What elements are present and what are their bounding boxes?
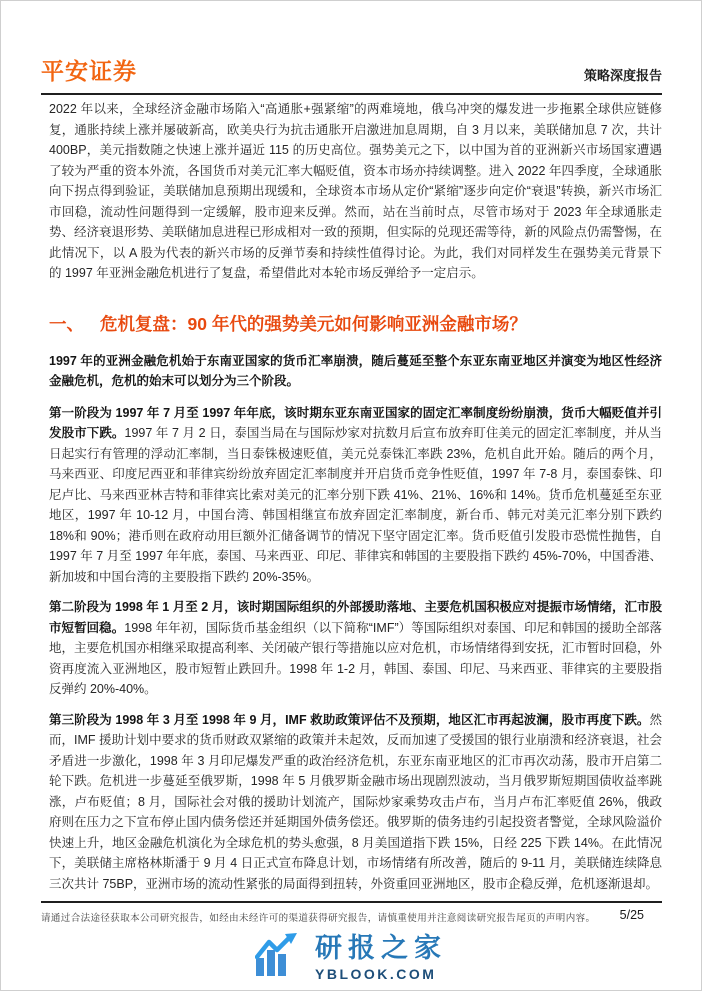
footer-disclaimer: 请通过合法途径获取本公司研究报告，如经由未经许可的渠道获得研究报告，请慎重使用并注意阅读研究报告尾页的声明内容。 [41, 913, 596, 924]
watermark-name: 研报之家 [315, 932, 447, 963]
stage3-body: 然而，IMF 援助计划中要求的货币财政双紧缩的政策并未起效，反而加速了受援国的银行业崩溃和经济衰退，社会矛盾进一步激化，1998 年 3 月印尼爆发严重的政治经济危机，东亚东南亚地区的汇市再次动荡，股市开启第二轮下跌。危机进一步蔓延至俄罗斯，1998 年 5 月俄罗斯金融市场出现剧烈波动，当月俄罗斯短期国债收益率跳涨，卢布贬值；8 月，国际社会对俄的援助计划流产，国际炒家乘势攻击卢布，当月卢布汇率贬值 26%，俄政府则在压力之下宣布停止国内债务偿还并延期国外债务偿还。俄罗斯的债务违约引起投资者警觉，全球风险溢价快速上升，地区金融危机演化为全球危机的势头愈强，8 月美国道指下跌 15%，日经 225 下跌 14%。在此情况下，美联储主席格林斯潘于 9 月 4 日正式宣布降息计划，市场情绪有所改善，随后的 9-11 月，美联储连续降息三次共计 75BP，亚洲市场的流动性紧张的局面得到扭转，外资重回亚洲地区，股市企稳反弹，危机逐渐退却。 [49, 712, 662, 891]
page-header [41, 53, 662, 95]
stage1-paragraph [49, 403, 662, 588]
report-type-label: 策略深度报告 [583, 68, 662, 83]
stage2-lead: 第二阶段为 1998 年 1 月至 2 月，该时期国际组织的外部援助落地、主要危机国积极应对提振市场情绪，汇市股市短暂回稳。 [49, 600, 662, 635]
stage1-body: 1997 年 7 月 2 日，泰国当局在与国际炒家对抗数月后宣布放弃盯住美元的固定汇率制度，并从当日起实行有管理的浮动汇率制，当日泰铢极速贬值，美元兑泰铢汇率跌 23%，危机自此开始。随后的两个月，马来西亚、印度尼西亚和菲律宾纷纷放弃固定汇率制度并开启货币竞争性贬值，1997 年 7-8 月，泰国泰铢、印尼卢比、马来西亚林吉特和菲律宾比索对美元的汇率分别下跌 41%、21%、16%和 14%。货币危机蔓延至东亚地区，1997 年 10-12 月，中国台湾、韩国相继宣布放弃固定汇率制度，新台币、韩元对美元汇率分别下跌约 18%和 90%；港币则在政府动用巨额外汇储备调节的情况下坚守固定汇率。货币贬值引发股市恐慌性抛售，自 1997 年 7 月至 1997 年年底，泰国、马来西亚、印尼、菲律宾和韩国的主要股指下跌约 45%-70%，中国香港、新加坡和中国台湾的主要股指下跌约 20%-35%。 [49, 426, 662, 584]
section-number: 一、 [49, 313, 84, 334]
stage2-body: 1998 年年初，国际货币基金组织（以下简称“IMF”）等国际组织对泰国、印尼和韩国的援助全部落地，主要危机国亦相继采取提高利率、关闭破产银行等措施以应对危机，市场情绪得到安抚，汇市暂时回稳，外资再度流入亚洲地区，股市短暂止跌回升。1998 年 1-2 月，韩国、泰国、印尼、马来西亚、菲律宾的主要股指反弹约 20%-40%。 [49, 620, 662, 696]
watermark-text-block [315, 932, 447, 982]
stage3-lead: 第三阶段为 1998 年 3 月至 1998 年 9 月，IMF 救助政策评估不及预期，地区汇市再起波澜，股市再度下跌。 [49, 712, 650, 727]
stage1-lead: 第一阶段为 1997 年 7 月至 1997 年年底，该时期东亚东南亚国家的固定汇率制度纷纷崩溃，货币大幅贬值并引发股市下跌。 [49, 405, 662, 440]
report-body [49, 99, 662, 904]
watermark-domain: YBLOOK.COM [315, 965, 437, 982]
intro-paragraph: 2022 年以来，全球经济金融市场陷入“高通胀+强紧缩”的两难境地，俄乌冲突的爆发进一步拖累全球供应链修复，通胀持续上涨并屡破新高，欧美央行为抗击通胀开启激进加息周期，自 3 月以来，美联储加息 7 次，共计 400BP，美元指数随之快速上涨并逼近 115 的历史高位。强势美元之下，以中国为首的亚洲新兴市场国家遭遇了较为严重的资本外流，各国货币对美元汇率大幅贬值，资本市场亦持续调整。进入 2022 年四季度，全球通胀向下拐点得到验证，美联储加息预期出现缓和，全球资本市场从定价“紧缩”逐步向定价“衰退”转换，新兴市场汇市回稳，流动性问题得到一定缓解，股市迎来反弹。然而，站在当前时点，尽管市场对于 2023 年全球通胀走势、经济衰退形势、美联储加息进程已形成相对一致的预期，但实际的兑现还需等待，新的风险点仍需警惕，在此情况下，以 A 股为代表的新兴市场的反弹节奏和持续性值得讨论。为此，我们对同样发生在强势美元背景下的 1997 年亚洲金融危机进行了复盘，希望借此对本轮市场反弹给予一定启示。 [49, 102, 662, 280]
section-overview-paragraph: 1997 年的亚洲金融危机始于东南亚国家的货币汇率崩溃，随后蔓延至整个东亚东南亚地区并演变为地区性经济金融危机，危机的始末可以划分为三个阶段。 [49, 353, 662, 388]
header-divider [41, 93, 662, 95]
page-footer [41, 901, 662, 924]
stage3-paragraph [49, 710, 662, 895]
section-title-text: 危机复盘：90 年代的强势美元如何影响亚洲金融市场？ [100, 313, 527, 334]
stage2-paragraph [49, 597, 662, 700]
watermark-logo [1, 933, 701, 982]
brand-logo: 平安证券 [41, 58, 137, 84]
section-heading [49, 312, 662, 336]
bar-chart-arrow-icon [255, 933, 303, 982]
page-number: 5/25 [619, 908, 644, 922]
footer-divider [41, 901, 662, 903]
